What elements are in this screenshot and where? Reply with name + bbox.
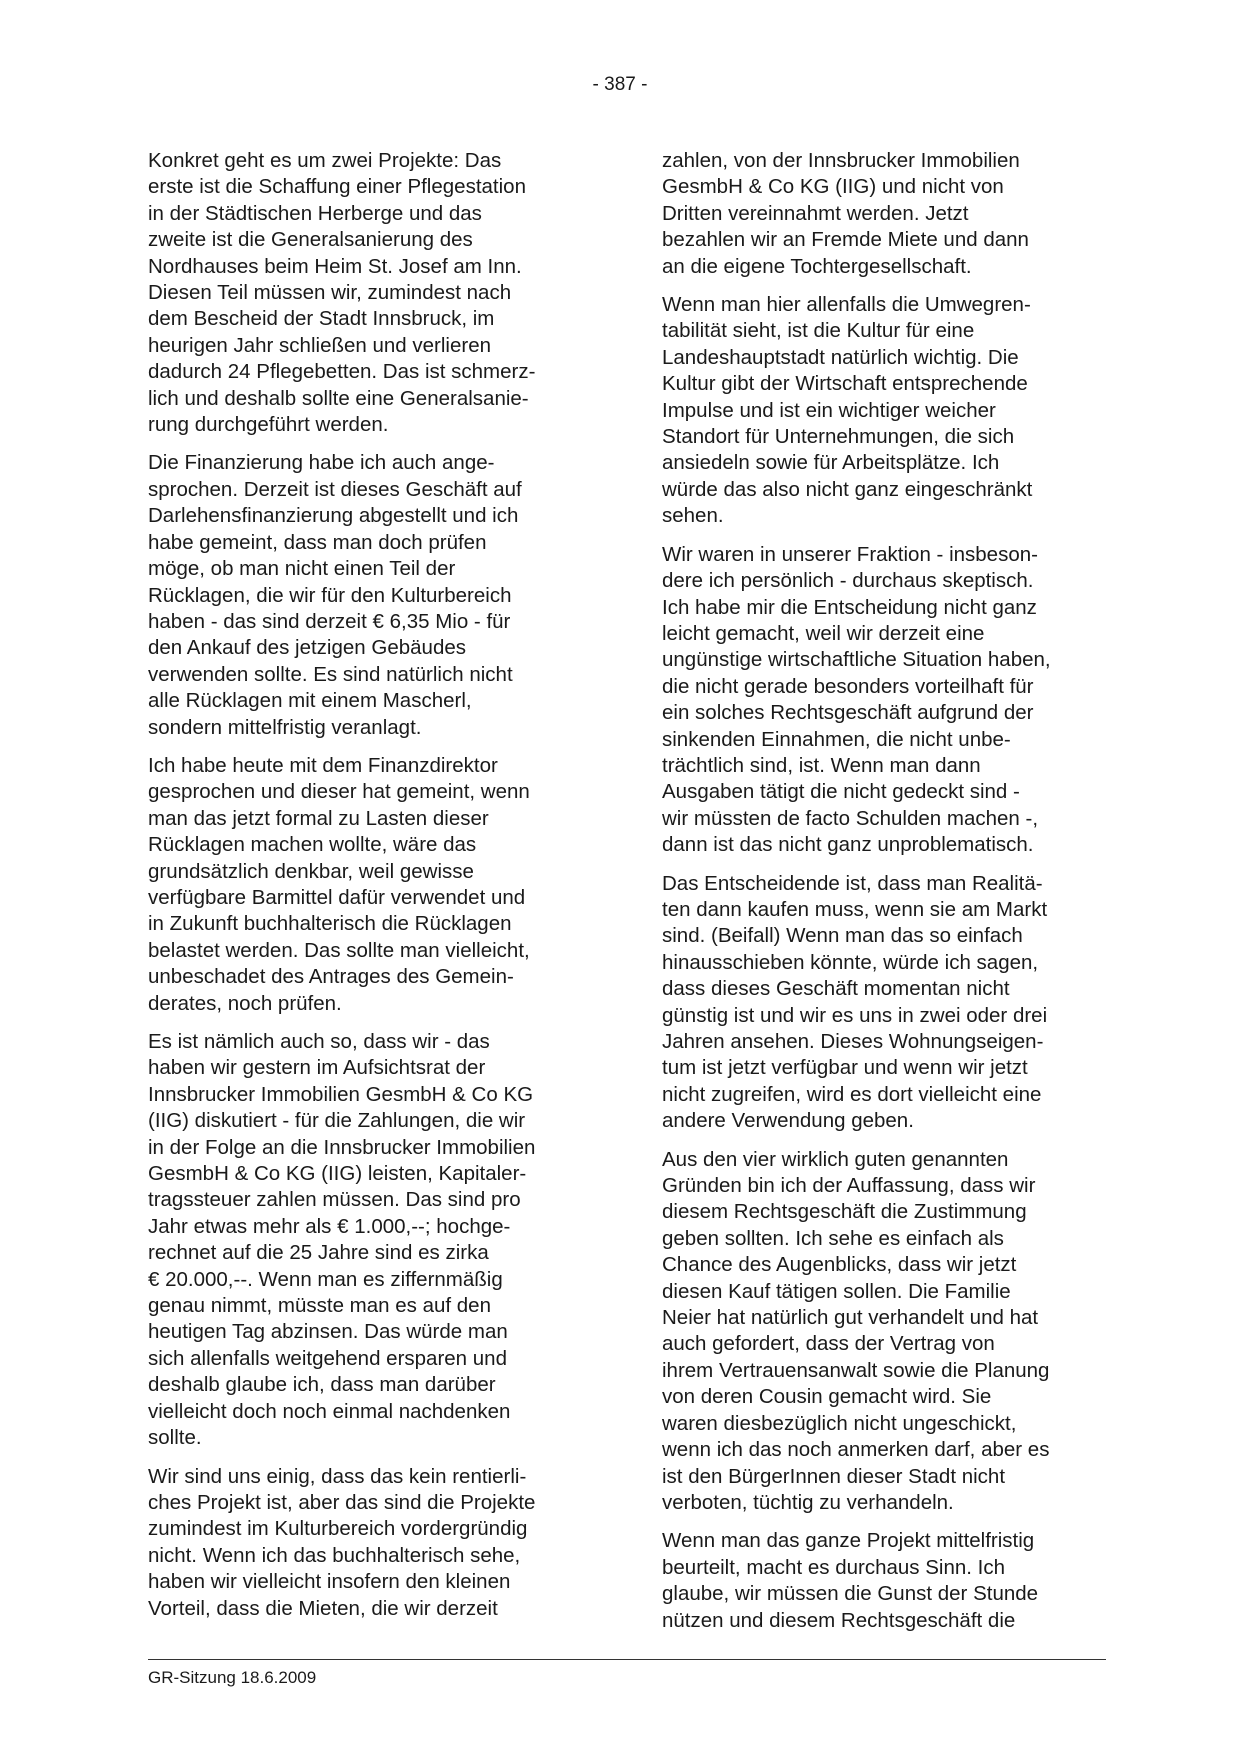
paragraph: Wenn man hier allenfalls die Umwegren- tabilität sieht, ist die Kultur für eine Landeshauptstadt natürlich wichtig. Die Kultur gibt der Wirtschaft entsprechende Impulse und ist ein wichtiger weicher Standort für Unternehmungen, die sich ansiedeln sowie für Arbeitsplätze. Ich würde das also nicht ganz eingeschränkt sehen. xyxy=(662,293,1033,528)
footer-session-date: GR-Sitzung 18.6.2009 xyxy=(148,1668,317,1687)
paragraph: zahlen, von der Innsbrucker Immobilien GesmbH & Co KG (IIG) und nicht von Dritten vereinnahmt werden. Jetzt bezahlen wir an Fremde Miete und dann an die eigene Tochtergesellschaft. xyxy=(662,149,1029,278)
paragraph: Aus den vier wirklich guten genannten Gründen bin ich der Auffassung, dass wir diesem Rechtsgeschäft die Zustimmung geben sollten. Ich sehe es einfach als Chance des Augenblicks, dass wir jetzt diesen Kauf tätigen sollen. Die Familie Neier hat natürlich gut verhandelt und hat auch gefordert, dass der Vertrag von ihrem Vertrauensanwalt sowie die Planung von deren Cousin gemacht wird. Sie waren diesbezüglich nicht ungeschickt, wenn ich das noch anmerken darf, aber es ist den BürgerInnen dieser Stadt nicht verboten, tüchtig zu verhandeln. xyxy=(662,1147,1050,1514)
footer-divider xyxy=(148,1659,1106,1660)
left-column xyxy=(148,148,586,1634)
paragraph: Es ist nämlich auch so, dass wir - das haben wir gestern im Aufsichtsrat der Innsbrucker Immobilien GesmbH & Co KG (IIG) diskutiert - für die Zahlungen, die wir in der Folge an die Innsbrucker Immobilien GesmbH & Co KG (IIG) leisten, Kapitaler- tragssteuer zahlen müssen. Das sind pro Jahr etwas mehr als € 1.000,--; hochge- rechnet auf die 25 Jahre sind es zirka € 20.000,--. Wenn man es ziffernmäßig genau nimmt, müsste man es auf den heutigen Tag abzinsen. Das würde man sich allenfalls weitgehend ersparen und deshalb glaube ich, dass man darüber vielleicht doch noch einmal nachdenken sollte. xyxy=(148,1030,536,1450)
paragraph: Die Finanzierung habe ich auch ange- sprochen. Derzeit ist dieses Geschäft auf Darlehensfinanzierung abgestellt und ich habe gemeint, dass man doch prüfen möge, ob man nicht einen Teil der Rücklagen, die wir für den Kulturbereich haben - das sind derzeit € 6,35 Mio - für den Ankauf des jetzigen Gebäudes verwenden sollte. Es sind natürlich nicht alle Rücklagen mit einem Mascherl, sondern mittelfristig veranlagt. xyxy=(148,451,522,739)
paragraph: Ich habe heute mit dem Finanzdirektor gesprochen und dieser hat gemeint, wenn man das jetzt formal zu Lasten dieser Rücklagen machen wollte, wäre das grundsätzlich denkbar, weil gewisse verfügbare Barmittel dafür verwendet und in Zukunft buchhalterisch die Rücklagen belastet werden. Das sollte man vielleicht, unbeschadet des Antrages des Gemein- derates, noch prüfen. xyxy=(148,753,530,1015)
right-column xyxy=(662,148,1102,1646)
paragraph: Wenn man das ganze Projekt mittelfristig beurteilt, macht es durchaus Sinn. Ich glaube, wir müssen die Gunst der Stunde nützen und diesem Rechtsgeschäft die xyxy=(662,1529,1039,1632)
paragraph: Das Entscheidende ist, dass man Realitä- ten dann kaufen muss, wenn sie am Markt sind. (Beifall) Wenn man das so einfach hinausschieben könnte, würde ich sagen, dass dieses Geschäft momentan nicht günstig ist und wir es uns in zwei oder drei Jahren ansehen. Dieses Wohnungseigen- tum ist jetzt verfügbar und wenn wir jetzt nicht zugreifen, wird es dort vielleicht eine andere Verwendung geben. xyxy=(662,871,1048,1133)
paragraph: Wir waren in unserer Fraktion - insbeson- dere ich persönlich - durchaus skeptisch. Ich habe mir die Entscheidung nicht ganz leicht gemacht, weil wir derzeit eine ungünstige wirtschaftliche Situation haben, die nicht gerade besonders vorteilhaft für ein solches Rechtsgeschäft aufgrund der sinkenden Einnahmen, die nicht unbe- trächtlich sind, ist. Wenn man dann Ausgaben tätigt die nicht gedeckt sind - wir müssten de facto Schulden machen -, dann ist das nicht ganz unproblematisch. xyxy=(662,542,1051,857)
paragraph: Wir sind uns einig, dass das kein rentierli- ches Projekt ist, aber das sind die Projekte zumindest im Kulturbereich vordergründig nicht. Wenn ich das buchhalterisch sehe, haben wir vielleicht insofern den kleinen Vorteil, dass die Mieten, die wir derzeit xyxy=(148,1464,536,1620)
page-number: - 387 - xyxy=(592,74,648,95)
paragraph: Konkret geht es um zwei Projekte: Das erste ist die Schaffung einer Pflegestation in der Städtischen Herberge und das zweite ist die Generalsanierung des Nordhauses beim Heim St. Josef am Inn. Diesen Teil müssen wir, zumindest nach dem Bescheid der Stadt Innsbruck, im heurigen Jahr schließen und verlieren dadurch 24 Pflegebetten. Das ist schmerz- lich und deshalb sollte eine Generalsanie- rung durchgeführt werden. xyxy=(148,149,536,437)
